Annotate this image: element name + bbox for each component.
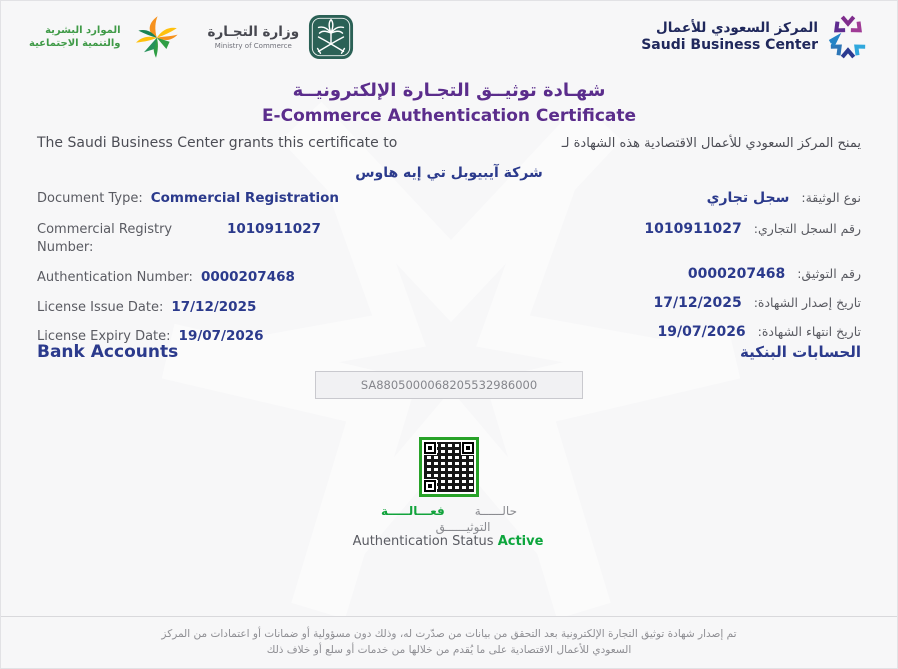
ministry-of-commerce-logo bbox=[208, 14, 355, 60]
qr-code-block bbox=[419, 437, 479, 497]
hrsd-star-icon bbox=[130, 13, 182, 61]
status-value-ar: فعـــالـــــة bbox=[381, 504, 445, 518]
field-license-issue-date-ar bbox=[644, 295, 861, 311]
field-value: 0000207468 bbox=[687, 266, 786, 282]
status-label-ar-part1: حالــــــة bbox=[474, 504, 517, 518]
iban-value-box: SA8805000068205532986000 bbox=[315, 371, 583, 399]
field-commercial-registry-number-ar bbox=[644, 221, 861, 237]
field-value: 17/12/2025 bbox=[653, 295, 742, 311]
saudi-business-center-logo bbox=[641, 14, 869, 60]
qr-finder-top-left bbox=[424, 442, 436, 454]
qr-code-frame bbox=[419, 437, 479, 497]
status-label-ar-part2: التوثيــــــق bbox=[435, 520, 491, 535]
field-value: 1010911027 bbox=[644, 221, 742, 237]
grant-statement-row bbox=[37, 135, 861, 151]
bank-accounts-header bbox=[37, 342, 861, 362]
fields-english bbox=[37, 190, 457, 344]
header bbox=[29, 13, 869, 61]
field-commercial-registry-number bbox=[37, 221, 457, 257]
footer-disclaimer-line2: السعودي للأعمال الاقتصادية على ما يُقدم من خلالها من خدمات أو سلع أو خلاف ذلك bbox=[266, 644, 632, 657]
footer-disclaimer bbox=[1, 616, 897, 668]
field-value: 17/12/2025 bbox=[171, 299, 257, 316]
field-label: رقم السجل التجاري: bbox=[753, 221, 861, 236]
field-label: تاريخ انتهاء الشهادة: bbox=[757, 324, 861, 339]
field-value: 19/07/2026 bbox=[657, 324, 746, 340]
certificate-titles bbox=[1, 80, 897, 126]
field-label: Authentication Number: bbox=[37, 270, 193, 286]
authentication-status-english bbox=[1, 534, 897, 549]
company-name: شركة آيبيوبل تي إيه هاوس bbox=[355, 165, 543, 181]
certificate-title-arabic: شهـادة توثيــق التجـارة الإلكترونيــة bbox=[292, 80, 606, 101]
field-value: Commercial Registration bbox=[150, 190, 339, 206]
field-value: 0000207468 bbox=[200, 269, 295, 286]
government-logos bbox=[29, 13, 354, 61]
field-label: License Issue Date: bbox=[37, 300, 164, 316]
qr-finder-top-right bbox=[462, 442, 474, 454]
qr-code bbox=[424, 442, 474, 492]
grant-statement-english: The Saudi Business Center grants this certificate to bbox=[37, 135, 398, 151]
footer-disclaimer-line1: تم إصدار شهادة توثيق التجارة الإلكترونية بعد التحقق من بيانات من صدّرت له، وذلك دون مسؤولية أو ضمانات أو اعتمادات من المركز bbox=[161, 628, 737, 640]
field-label: نوع الوثيقة: bbox=[801, 190, 861, 205]
field-authentication-number bbox=[37, 269, 457, 285]
field-label: License Expiry Date: bbox=[37, 329, 171, 345]
qr-finder-bottom-left bbox=[424, 480, 436, 492]
hrsd-logo bbox=[29, 13, 182, 61]
certificate-title-english: E-Commerce Authentication Certificate bbox=[261, 106, 637, 126]
grant-statement-arabic: يمنح المركز السعودي للأعمال الاقتصادية هذه الشهادة لـ bbox=[561, 136, 861, 151]
bank-accounts-title-arabic: الحسابات البنكية bbox=[739, 343, 861, 361]
saudi-business-center-starburst-icon bbox=[827, 14, 869, 60]
field-document-type-ar bbox=[644, 190, 861, 206]
field-license-issue-date bbox=[37, 299, 457, 315]
field-authentication-number-ar bbox=[644, 266, 861, 282]
fields-arabic bbox=[644, 190, 861, 340]
field-value: 1010911027 bbox=[227, 221, 321, 237]
hrsd-logo-text: الموارد البشرية والتنمية الاجتماعية bbox=[29, 25, 121, 49]
ministry-of-commerce-text: وزارة التجـارة Ministry of Commerce bbox=[207, 24, 300, 50]
status-label-en: Authentication Status bbox=[352, 534, 494, 549]
field-label: Commercial Registry Number: bbox=[37, 222, 173, 256]
field-label: Document Type: bbox=[37, 191, 143, 206]
authentication-status-arabic bbox=[381, 503, 517, 535]
status-value-en: Active bbox=[497, 534, 544, 549]
field-value: 19/07/2026 bbox=[178, 328, 264, 345]
saudi-business-center-text: المركز السعودي للأعمال Saudi Business Center bbox=[641, 19, 818, 53]
bank-accounts-title-english: Bank Accounts bbox=[37, 342, 179, 362]
field-license-expiry-date-ar bbox=[644, 324, 861, 340]
ministry-of-commerce-emblem-icon bbox=[308, 14, 354, 60]
field-document-type bbox=[37, 190, 457, 206]
field-label: رقم التوثيق: bbox=[797, 266, 861, 281]
field-value: سجل تجاري bbox=[706, 190, 790, 206]
field-label: تاريخ إصدار الشهادة: bbox=[753, 295, 861, 310]
